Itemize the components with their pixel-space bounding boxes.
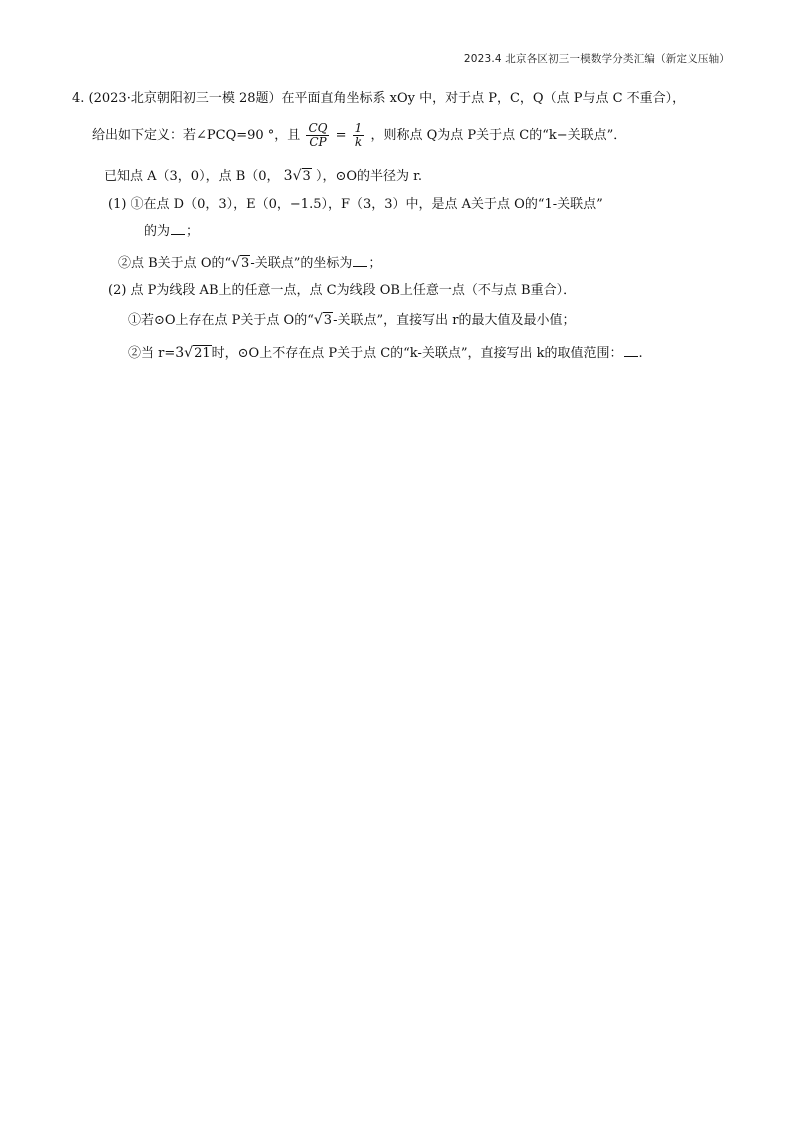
part1-line-1 bbox=[108, 196, 603, 214]
answer-blank bbox=[624, 344, 638, 357]
sqrt-expression bbox=[284, 167, 312, 186]
sqrt-expression bbox=[314, 311, 333, 330]
sqrt-coefficient: 3 bbox=[175, 345, 185, 361]
fraction-numerator: CQ bbox=[308, 121, 328, 135]
equals-sign: = bbox=[335, 128, 347, 143]
part1-question2-tail: -关联点”的坐标为 bbox=[250, 256, 353, 271]
part2-question2-tail: 时，⊙O上不存在点 P关于点 C的“k-关联点”，直接写出 k的取值范围： bbox=[211, 346, 623, 361]
page-header: 2023.4 北京各区初三一模数学分类汇编（新定义压轴） bbox=[463, 53, 730, 65]
definition-conclusion: ，则称点 Q为点 P关于点 C的“k−关联点”． bbox=[370, 128, 627, 143]
part1-question2 bbox=[118, 254, 381, 273]
punctuation: . bbox=[638, 346, 643, 361]
problem-number: 4. bbox=[72, 91, 85, 106]
sqrt-radicand: 3 bbox=[302, 169, 311, 184]
radical-sign-icon: √ bbox=[313, 312, 323, 328]
sqrt-coefficient: 3 bbox=[283, 168, 293, 184]
sqrt-radicand: 21 bbox=[194, 346, 211, 361]
ratio-fraction bbox=[306, 122, 329, 149]
part1-line-2 bbox=[144, 222, 199, 241]
punctuation: ； bbox=[186, 224, 200, 239]
punctuation: ； bbox=[368, 256, 382, 271]
part1-question2-text: ②点 B关于点 O的“ bbox=[118, 256, 232, 271]
sqrt-expression bbox=[231, 254, 250, 273]
problem-statement: (2023·北京朝阳初三一模 28题）在平面直角坐标系 xOy 中，对于点 P，C，Q（点 P与点 C 不重合）， bbox=[88, 91, 686, 106]
part2-statement: (2) 点 P为线段 AB上的任意一点，点 C为线段 OB上任意一点（不与点 B重合）． bbox=[108, 283, 577, 298]
part2-question1 bbox=[128, 311, 575, 330]
part2-line-1 bbox=[108, 282, 576, 300]
part2-question2-text: ②当 r= bbox=[128, 346, 176, 361]
part2-question2 bbox=[128, 344, 643, 363]
part1-question1-text: (1) ①在点 D（0，3），E（0，−1.5），F（3，3）中，是点 A关于点 O的“1-关联点” bbox=[108, 197, 603, 212]
answer-blank bbox=[353, 254, 367, 267]
problem-line-3 bbox=[104, 167, 422, 186]
radical-sign-icon: √ bbox=[184, 345, 194, 361]
given-points-text: 已知点 A（3，0），点 B（0， bbox=[104, 169, 280, 184]
fraction-denominator: k bbox=[354, 135, 363, 149]
problem-line-2 bbox=[92, 122, 626, 149]
fraction-denominator: CP bbox=[309, 135, 327, 149]
radical-sign-icon: √ bbox=[292, 168, 302, 184]
given-radius-text: ），⊙O的半径为 r. bbox=[315, 169, 423, 184]
definition-text: 给出如下定义：若∠PCQ=90 °，且 bbox=[92, 128, 301, 143]
problem-line-1 bbox=[72, 90, 685, 108]
sqrt-expression bbox=[175, 344, 211, 363]
fraction-numerator: 1 bbox=[354, 121, 363, 135]
one-over-k-fraction bbox=[353, 122, 365, 149]
radical-sign-icon: √ bbox=[231, 255, 241, 271]
part1-question1-tail: 的为 bbox=[144, 224, 171, 239]
part2-question1-tail: -关联点”，直接写出 r的最大值及最小值； bbox=[333, 313, 576, 328]
answer-blank bbox=[171, 222, 185, 235]
part2-question1-text: ①若⊙O上存在点 P关于点 O的“ bbox=[128, 313, 314, 328]
sqrt-radicand: 3 bbox=[323, 313, 333, 328]
sqrt-radicand: 3 bbox=[241, 256, 250, 271]
